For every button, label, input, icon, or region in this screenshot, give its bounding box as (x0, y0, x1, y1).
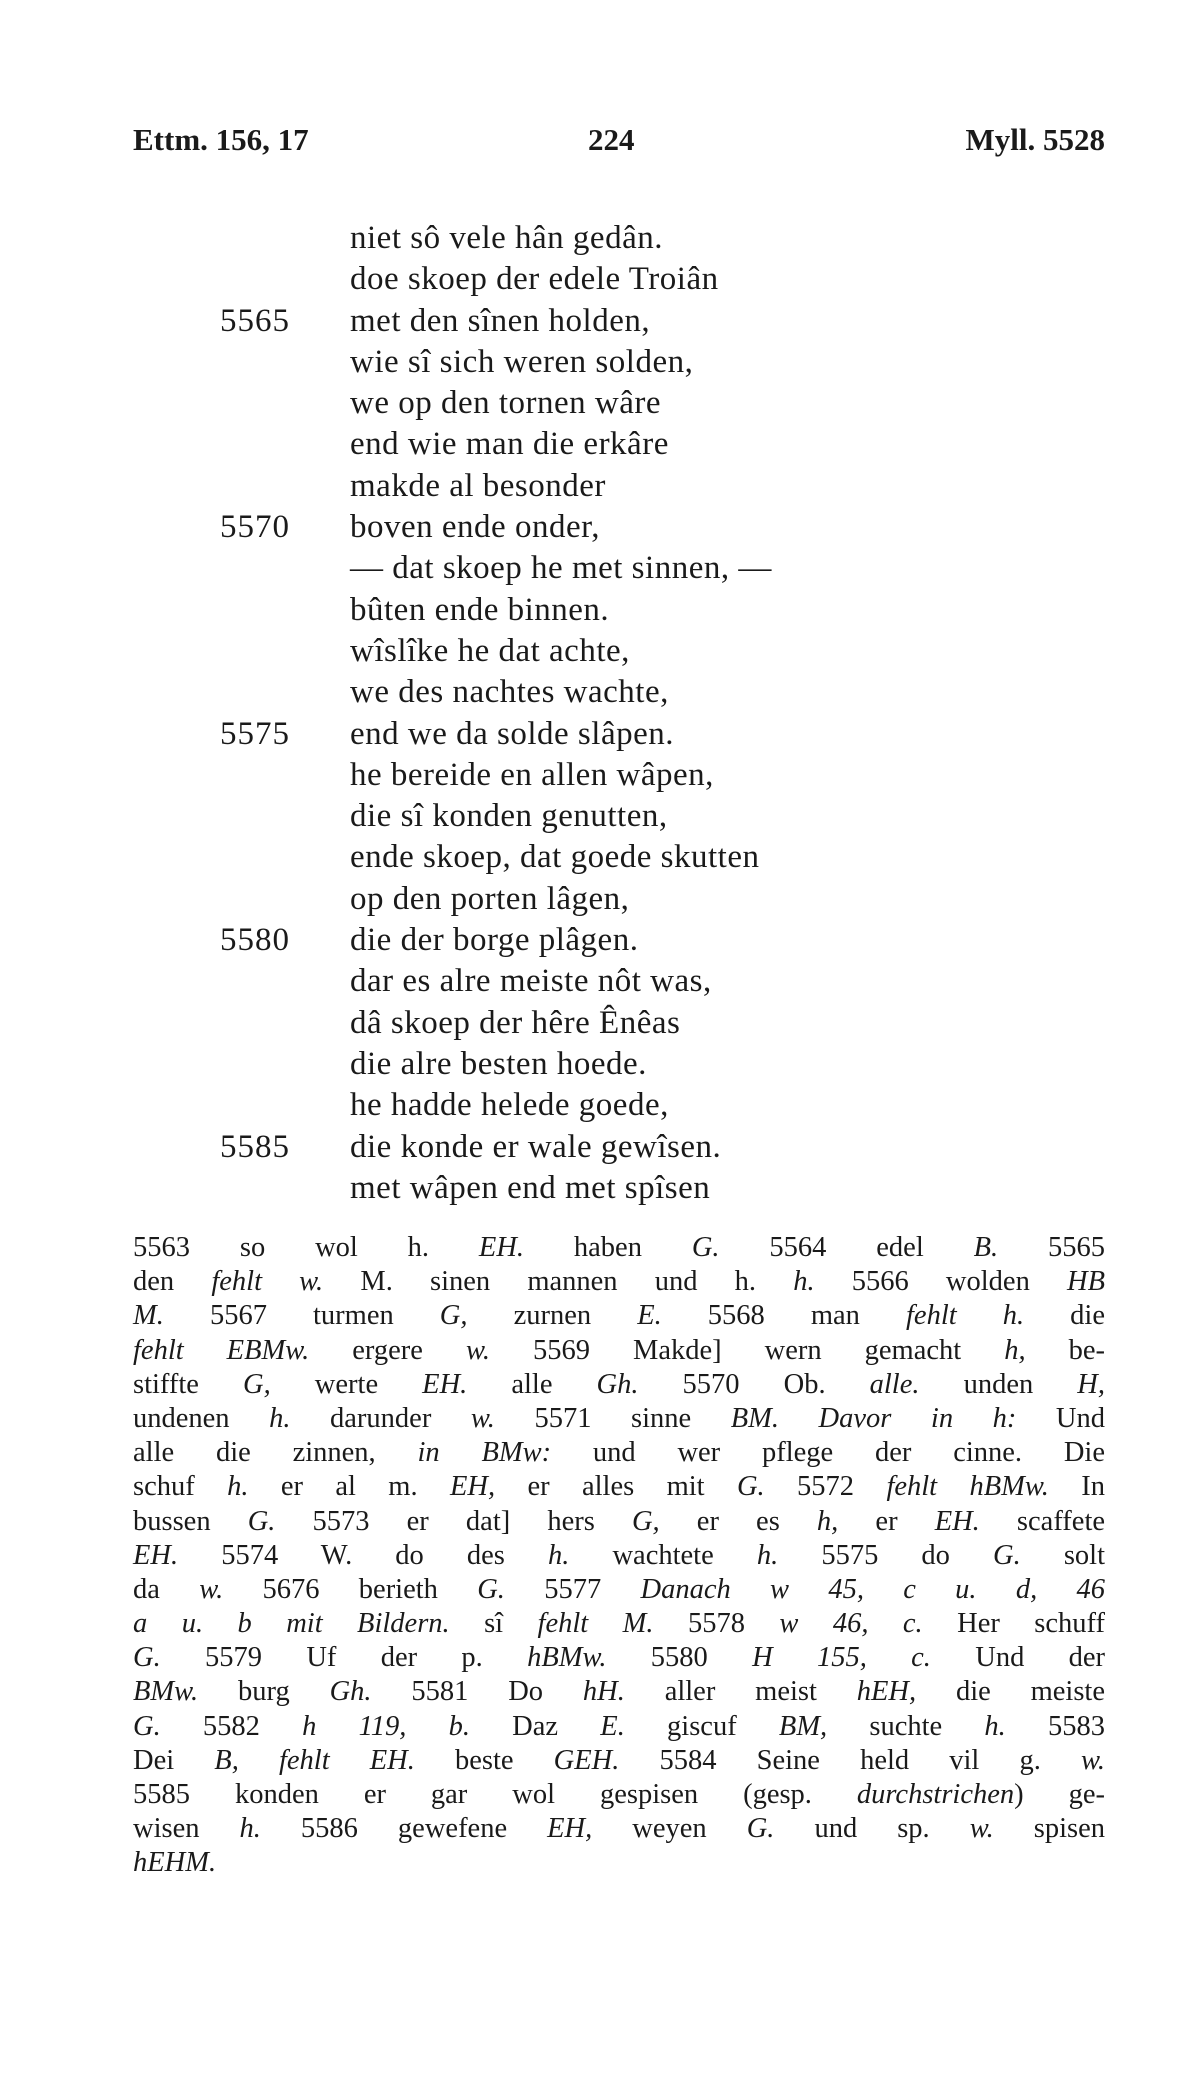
apparatus-line (133, 1334, 1105, 1368)
apparatus-italic-segment: h. (984, 1710, 1006, 1742)
verse-line (220, 796, 1120, 837)
apparatus-segment (779, 1403, 819, 1434)
apparatus-italic-segment: h, (1004, 1334, 1026, 1366)
apparatus-italic-segment: hH. (582, 1676, 625, 1708)
apparatus-segment: ergere (309, 1334, 466, 1366)
verse-text-line: makde al besonder (350, 467, 606, 504)
apparatus-italic-segment: Davor in h: (818, 1402, 1017, 1434)
verse-text-line: we op den tornen wâre (350, 385, 662, 422)
apparatus-line (133, 1539, 1105, 1573)
apparatus-italic-segment: M. (133, 1300, 164, 1332)
apparatus-segment: In (1048, 1471, 1106, 1503)
header-right-reference: Myll. 5528 (965, 122, 1105, 157)
apparatus-segment: giscuf (624, 1710, 779, 1742)
verse-text-line: boven ende onder, (350, 509, 601, 546)
apparatus-italic-segment: a u. b mit Bildern. (133, 1608, 450, 1640)
apparatus-segment: sî (449, 1608, 538, 1640)
apparatus-italic-segment: w 46, c. (779, 1608, 923, 1640)
verse-line (220, 1085, 1120, 1126)
apparatus-segment: 5577 (504, 1573, 641, 1605)
apparatus-segment: Her schuff (922, 1608, 1105, 1640)
apparatus-segment: suchte (827, 1710, 985, 1742)
apparatus-italic-segment: HB (1067, 1266, 1105, 1298)
apparatus-segment: 5568 man (661, 1300, 906, 1332)
apparatus-segment: haben (524, 1232, 692, 1263)
verse-line (220, 383, 1120, 424)
apparatus-italic-segment: H, (1077, 1368, 1105, 1400)
verse-line (220, 301, 1120, 342)
verse-text-line: end wie man die erkâre (350, 426, 669, 463)
verse-text-line: bûten ende binnen. (350, 591, 610, 628)
apparatus-segment: und wer pflege der cinne. Die (551, 1437, 1105, 1469)
apparatus-italic-segment: G, (243, 1368, 271, 1400)
verse-line (220, 920, 1120, 961)
verse-number: 5570 (220, 509, 290, 546)
apparatus-italic-segment: h. (548, 1539, 570, 1571)
apparatus-italic-segment: B. (973, 1232, 999, 1263)
apparatus-segment: 5564 edel (719, 1232, 974, 1263)
apparatus-italic-segment: GEH. (553, 1744, 620, 1776)
apparatus-segment: 5578 (653, 1608, 780, 1640)
apparatus-italic-segment: hEHM. (133, 1847, 217, 1879)
apparatus-italic-segment: fehlt w. (211, 1266, 324, 1298)
apparatus-segment: 5581 Do (371, 1676, 583, 1708)
verse-text (220, 218, 1120, 1209)
apparatus-segment: Dei (133, 1744, 215, 1776)
apparatus-line (133, 1368, 1105, 1402)
apparatus-segment: ) ge- (1014, 1779, 1105, 1810)
apparatus-segment: undenen (133, 1402, 270, 1434)
apparatus-segment: die meiste (916, 1676, 1105, 1708)
apparatus-italic-segment: h. (756, 1539, 779, 1571)
apparatus-segment: 5585 konden er gar wol gespisen (gesp. (133, 1779, 857, 1810)
apparatus-line (133, 1573, 1105, 1607)
apparatus-segment: 5569 Makde] wern gemacht (489, 1334, 1005, 1366)
verse-text-line: dar es alre meiste nôt was, (350, 963, 712, 1000)
apparatus-line (133, 1299, 1105, 1333)
apparatus-segment: 5572 (764, 1471, 887, 1503)
apparatus-italic-segment: BM, (778, 1710, 828, 1742)
apparatus-segment: 5565 (998, 1232, 1106, 1263)
apparatus-line (133, 1505, 1105, 1539)
apparatus-segment: werte (270, 1368, 423, 1400)
apparatus-line (133, 1402, 1105, 1436)
verse-line (220, 1003, 1120, 1044)
apparatus-segment: 5573 er dat] hers (275, 1505, 632, 1537)
verse-text-line: die alre besten hoede. (350, 1045, 647, 1082)
apparatus-segment: 5580 (606, 1642, 753, 1674)
apparatus-line (133, 1265, 1105, 1299)
verse-text-line: met wâpen end met spîsen (350, 1169, 711, 1206)
apparatus-segment: alle (467, 1368, 597, 1400)
apparatus-segment: wisen (133, 1813, 240, 1845)
apparatus-segment: 5574 W. do des (178, 1539, 548, 1571)
apparatus-italic-segment: G. (247, 1505, 276, 1537)
apparatus-italic-segment: Gh. (596, 1368, 639, 1400)
header-left-reference: Ettm. 156, 17 (133, 122, 309, 157)
critical-apparatus (133, 1231, 1105, 1881)
apparatus-segment: burg (198, 1676, 330, 1708)
apparatus-italic-segment: EH. (934, 1505, 980, 1537)
apparatus-segment: und sp. (774, 1813, 970, 1845)
apparatus-segment: solt (1020, 1539, 1106, 1571)
apparatus-segment: 5563 so wol h. (133, 1232, 479, 1263)
apparatus-segment: 5676 berieth (223, 1573, 478, 1605)
apparatus-segment: schuf (133, 1471, 228, 1503)
apparatus-segment: er es (659, 1505, 817, 1537)
apparatus-segment: alle die zinnen, (133, 1437, 418, 1469)
apparatus-segment: 5570 Ob. (638, 1368, 870, 1400)
apparatus-italic-segment: EH. (133, 1539, 179, 1571)
apparatus-segment: 5584 Seine held vil g. (619, 1744, 1081, 1776)
verse-line (220, 631, 1120, 672)
apparatus-segment: 5582 (160, 1710, 303, 1742)
page-number: 224 (588, 122, 635, 157)
verse-text-line: die sî konden genutten, (350, 798, 668, 835)
apparatus-italic-segment: w. (1080, 1744, 1105, 1776)
apparatus-italic-segment: G. (691, 1232, 720, 1263)
verse-number: 5580 (220, 922, 290, 959)
verse-text-line: wie sî sich weren solden, (350, 343, 694, 380)
apparatus-segment: 5586 gewefene (260, 1813, 548, 1845)
apparatus-segment: spisen (993, 1813, 1106, 1845)
apparatus-italic-segment: alle. (869, 1368, 920, 1400)
verse-line (220, 961, 1120, 1002)
verse-text-line: we des nachtes wachte, (350, 674, 669, 711)
apparatus-italic-segment: G. (746, 1813, 775, 1845)
verse-line (220, 1168, 1120, 1209)
apparatus-segment: bussen (133, 1505, 248, 1537)
apparatus-italic-segment: G. (133, 1710, 161, 1742)
apparatus-segment: Und der (930, 1642, 1106, 1674)
verse-text-line: met den sînen holden, (350, 302, 651, 339)
apparatus-segment: 5583 (1005, 1710, 1106, 1742)
apparatus-italic-segment: fehlt EBMw. (133, 1334, 310, 1366)
apparatus-italic-segment: EH, (547, 1813, 593, 1845)
verse-line (220, 714, 1120, 755)
verse-text-line: — dat skoep he met sinnen, — (350, 550, 772, 587)
apparatus-italic-segment: EH. (478, 1232, 525, 1263)
apparatus-line (133, 1607, 1105, 1641)
apparatus-segment: darunder (290, 1402, 471, 1434)
apparatus-italic-segment: G, (631, 1505, 660, 1537)
apparatus-italic-segment: G. (477, 1573, 505, 1605)
apparatus-italic-segment: G. (736, 1471, 765, 1503)
verse-line (220, 879, 1120, 920)
apparatus-italic-segment: G. (133, 1642, 161, 1674)
verse-text-line: dâ skoep der hêre Ênêas (350, 1004, 681, 1041)
apparatus-segment: 5567 turmen (163, 1300, 440, 1332)
verse-line (220, 590, 1120, 631)
apparatus-italic-segment: w. (969, 1813, 994, 1845)
verse-line (220, 548, 1120, 589)
apparatus-italic-segment: fehlt EH. (278, 1744, 415, 1776)
apparatus-segment: be- (1025, 1334, 1106, 1366)
apparatus-segment: er (838, 1505, 935, 1537)
apparatus-italic-segment: hBMw. (527, 1642, 607, 1674)
apparatus-segment: beste (414, 1744, 554, 1776)
apparatus-segment: da (133, 1573, 200, 1605)
apparatus-segment: Und (1016, 1402, 1105, 1434)
apparatus-line (133, 1231, 1105, 1265)
verse-line (220, 466, 1120, 507)
apparatus-segment: 5566 wolden (814, 1266, 1067, 1298)
verse-line (220, 672, 1120, 713)
verse-line (220, 1044, 1120, 1085)
apparatus-italic-segment: E. (637, 1300, 662, 1332)
verse-line (220, 1127, 1120, 1168)
apparatus-italic-segment: Gh. (329, 1676, 372, 1708)
verse-line (220, 218, 1120, 259)
apparatus-italic-segment: H 155, c. (752, 1642, 931, 1674)
verse-line (220, 259, 1120, 300)
apparatus-italic-segment: h. (239, 1813, 261, 1845)
apparatus-italic-segment: h, (816, 1505, 839, 1537)
apparatus-line (133, 1710, 1105, 1744)
verse-line (220, 755, 1120, 796)
apparatus-line (133, 1812, 1105, 1846)
apparatus-line (133, 1436, 1105, 1470)
apparatus-segment: aller meist (624, 1676, 857, 1708)
apparatus-italic-segment: w. (470, 1402, 495, 1434)
verse-number: 5575 (220, 715, 290, 752)
verse-text-line: niet sô vele hân gedân. (350, 220, 663, 256)
apparatus-italic-segment: B, (214, 1744, 239, 1776)
apparatus-italic-segment: durchstrichen (856, 1779, 1015, 1810)
apparatus-segment: M. sinen mannen und h. (323, 1266, 794, 1298)
apparatus-italic-segment: fehlt M. (537, 1608, 654, 1640)
apparatus-italic-segment: h 119, b. (302, 1710, 470, 1742)
apparatus-segment: den (133, 1266, 212, 1298)
apparatus-italic-segment: w. (465, 1334, 490, 1366)
verse-text-line: end we da solde slâpen. (350, 715, 674, 752)
apparatus-line (133, 1470, 1105, 1504)
apparatus-line (133, 1846, 1105, 1880)
apparatus-italic-segment: h. (793, 1266, 815, 1298)
apparatus-italic-segment: in BMw: (417, 1437, 552, 1469)
verse-text-line: he hadde helede goede, (350, 1087, 669, 1124)
apparatus-segment: er al m. (248, 1471, 450, 1503)
page-header (133, 122, 1105, 162)
apparatus-line (133, 1675, 1105, 1709)
apparatus-italic-segment: w. (199, 1573, 224, 1605)
apparatus-segment: stiffte (133, 1368, 244, 1400)
apparatus-italic-segment: h. (227, 1471, 249, 1503)
apparatus-segment (239, 1745, 279, 1776)
apparatus-segment: unden (919, 1368, 1078, 1400)
apparatus-italic-segment: hEH, (856, 1676, 917, 1708)
verse-line (220, 424, 1120, 465)
apparatus-segment: wachtete (569, 1539, 757, 1571)
apparatus-italic-segment: G, (439, 1300, 468, 1332)
apparatus-line (133, 1641, 1105, 1675)
apparatus-segment: scaffete (979, 1505, 1106, 1537)
verse-text-line: wîslîke he dat achte, (350, 632, 630, 669)
apparatus-italic-segment: BMw. (133, 1676, 199, 1708)
verse-line (220, 342, 1120, 383)
verse-text-line: die der borge plâgen. (350, 922, 639, 959)
apparatus-italic-segment: G. (993, 1539, 1021, 1571)
verse-line (220, 507, 1120, 548)
verse-text-line: die konde er wale gewîsen. (350, 1128, 722, 1165)
verse-number: 5585 (220, 1128, 290, 1165)
verse-text-line: ende skoep, dat goede skutten (350, 839, 760, 876)
apparatus-italic-segment: EH, (449, 1471, 496, 1503)
apparatus-italic-segment: h. (269, 1402, 291, 1434)
apparatus-italic-segment: fehlt h. (906, 1300, 1025, 1332)
apparatus-italic-segment: EH. (422, 1368, 468, 1400)
apparatus-segment: weyen (592, 1813, 747, 1845)
apparatus-line (133, 1744, 1105, 1778)
apparatus-italic-segment: Danach w 45, c u. d, 46 (640, 1573, 1105, 1605)
apparatus-segment: 5571 sinne (494, 1402, 731, 1434)
verse-line (220, 837, 1120, 878)
apparatus-segment: er alles mit (495, 1471, 737, 1503)
apparatus-italic-segment: E. (600, 1710, 625, 1742)
verse-text-line: op den porten lâgen, (350, 880, 630, 917)
apparatus-italic-segment: BM. (730, 1402, 779, 1434)
apparatus-italic-segment: fehlt hBMw. (886, 1471, 1049, 1503)
apparatus-segment: Daz (469, 1710, 601, 1742)
verse-text-line: doe skoep der edele Troiân (350, 261, 719, 298)
apparatus-segment: zurnen (467, 1300, 638, 1332)
apparatus-segment: die (1024, 1300, 1105, 1332)
verse-text-line: he bereide en allen wâpen, (350, 756, 714, 793)
verse-number: 5565 (220, 302, 290, 339)
apparatus-line (133, 1778, 1105, 1812)
apparatus-segment: 5579 Uf der p. (160, 1642, 528, 1674)
apparatus-segment: 5575 do (778, 1539, 994, 1571)
